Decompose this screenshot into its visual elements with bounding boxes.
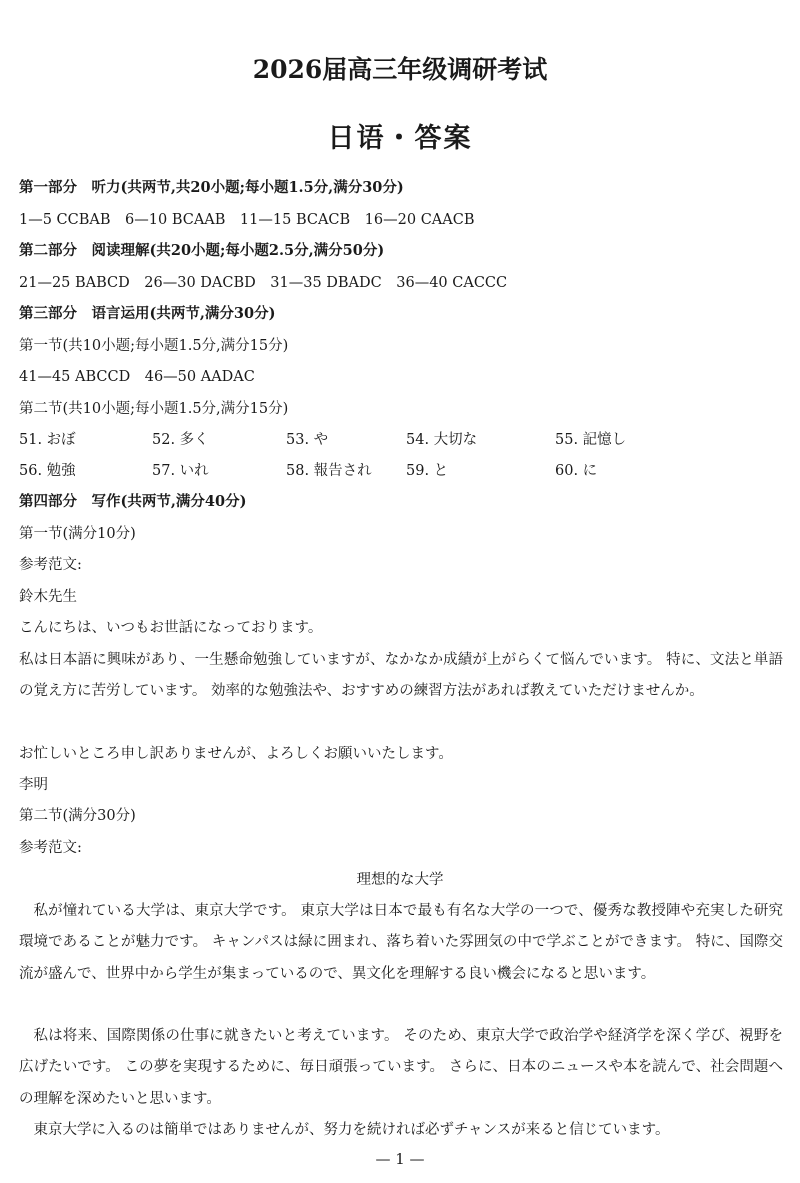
page-number: — 1 — [375,1150,425,1168]
fill-answer-54: 54. 大切な [406,432,478,448]
fill-answer-59: 59. と [406,463,449,479]
exam-title: 2026届高三年级调研考试 [252,55,548,84]
letter-greeting: こんにちは、いつもお世話になっております。 [19,620,323,636]
fill-answer-60: 60. に [555,463,598,479]
part1-answers: 1—5 CCBAB 6—10 BCAAB 11—15 BCACB 16—20 CAACB [19,212,475,228]
essay-paragraph-2: 私は将来、国際関係の仕事に就きたいと考えています。 そのため、東京大学で政治学や経済学を深く学び、視野を広げたいです。 この夢を実現するために、毎日頑張っています。 さらに、日本のニュースや本を読んで、社会問題への理解を深めたいと思います。 [19,1028,783,1107]
letter-salutation: 鈴木先生 [19,589,77,605]
reference-label-2: 参考范文: [19,840,82,856]
part4-heading: 第四部分 写作(共两节,满分40分) [19,493,247,510]
part2-answers: 21—25 BABCD 26—30 DACBD 31—35 DBADC 36—40 CACCC [19,275,508,291]
part3-section1-answers: 41—45 ABCCD 46—50 AADAC [19,369,255,385]
reference-label-1: 参考范文: [19,557,82,573]
part4-section1-heading: 第一节(满分10分) [19,526,136,542]
essay-paragraph-3: 東京大学に入るのは簡単ではありませんが、努力を続ければ必ずチャンスが来ると信じています。 [33,1122,670,1138]
part2-heading: 第二部分 阅读理解(共20小题;每小题2.5分,满分50分) [19,242,385,259]
essay-paragraph-1: 私が憧れている大学は、東京大学です。 東京大学は日本で最も有名な大学の一つで、優秀な教授陣や充実した研究環境であることが魅力です。 キャンパスは緑に囲まれ、落ち着いた雰囲気の中で学ぶことができます。 特に、国際交流が盛んで、世界中から学生が集まっているので、異文化を理解する良い機会になると思います。 [19,903,783,982]
fill-answer-58: 58. 報告され [286,463,372,479]
essay-title: 理想的な大学 [356,872,444,888]
part3-section1-heading: 第一节(共10小题;每小题1.5分,满分15分) [19,338,289,354]
fill-answer-51: 51. おぼ [19,432,76,448]
letter-closing: お忙しいところ申し訳ありませんが、よろしくお願いいたします。 [19,746,453,762]
letter-signature: 李明 [19,777,48,793]
fill-answer-55: 55. 記憶し [555,432,627,448]
fill-answer-53: 53. や [286,432,329,448]
subject-title: 日语・答案 [327,123,473,154]
fill-answer-57: 57. いれ [152,463,209,479]
part3-section2-heading: 第二节(共10小题;每小题1.5分,满分15分) [19,401,289,417]
fill-answer-56: 56. 勉強 [19,463,76,479]
part4-section2-heading: 第二节(满分30分) [19,808,136,824]
letter-body: 私は日本語に興味があり、一生懸命勉強していますが、なかなか成績が上がらくて悩んでいます。 特に、文法と単語の覚え方に苦労しています。 効率的な勉強法や、おすすめの練習方法があれば教えていただけませんか。 [19,652,783,700]
part1-heading: 第一部分 听力(共两节,共20小题;每小题1.5分,满分30分) [19,179,404,196]
fill-answer-52: 52. 多く [152,432,209,448]
part3-heading: 第三部分 语言运用(共两节,满分30分) [19,305,276,322]
